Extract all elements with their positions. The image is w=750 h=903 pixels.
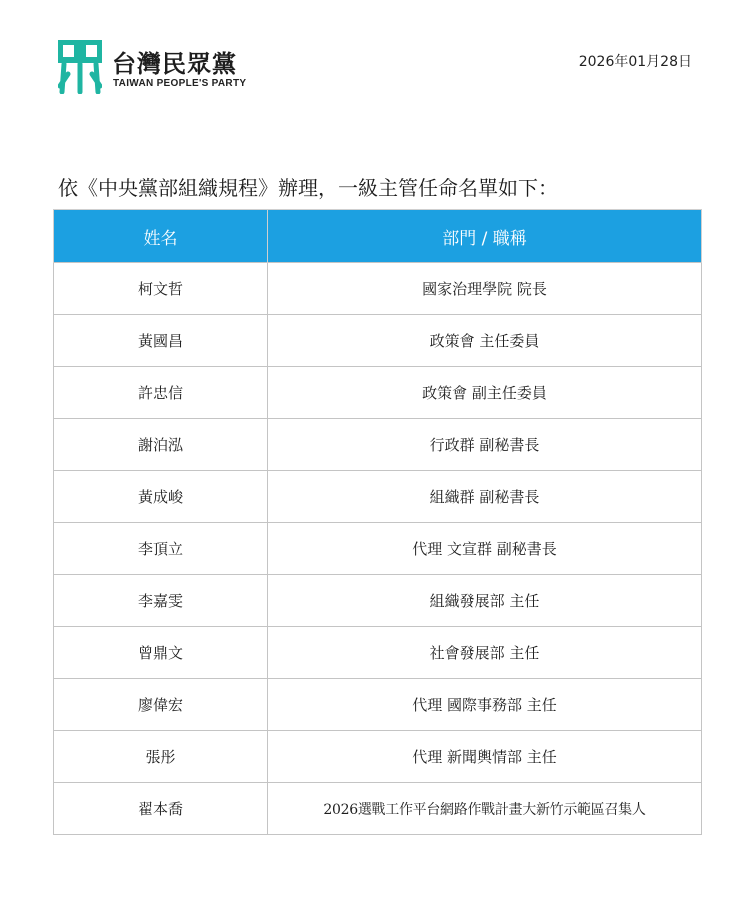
table-row [54, 315, 702, 367]
appointment-table [53, 209, 702, 835]
tpp-logo-icon [58, 40, 102, 94]
table-row [54, 471, 702, 523]
table-row [54, 679, 702, 731]
table-row [54, 263, 702, 315]
role-cell: 組織發展部 主任 [268, 575, 702, 627]
table-header-row [54, 210, 702, 263]
table-row [54, 575, 702, 627]
intro-statement: 依《中央黨部組織規程》辦理，一級主管任命名單如下： [58, 176, 558, 200]
table-row [54, 523, 702, 575]
role-cell: 代理 文宣群 副秘書長 [268, 523, 702, 575]
party-logo [58, 40, 248, 100]
table-row [54, 731, 702, 783]
logo-english-text: TAIWAN PEOPLE'S PARTY [113, 78, 247, 89]
role-cell: 政策會 副主任委員 [268, 367, 702, 419]
logo-chinese-text: 台灣民眾黨 [112, 50, 237, 78]
role-cell: 代理 國際事務部 主任 [268, 679, 702, 731]
name-cell: 許忠信 [54, 367, 268, 419]
name-cell: 曾鼎文 [54, 627, 268, 679]
role-cell: 代理 新聞輿情部 主任 [268, 731, 702, 783]
role-cell: 社會發展部 主任 [268, 627, 702, 679]
name-cell: 廖偉宏 [54, 679, 268, 731]
column-header-name: 姓名 [54, 210, 268, 263]
document-date: 2026年01月28日 [578, 54, 692, 70]
table-row [54, 627, 702, 679]
table-row [54, 419, 702, 471]
name-cell: 翟本喬 [54, 783, 268, 835]
name-cell: 李頂立 [54, 523, 268, 575]
name-cell: 李嘉雯 [54, 575, 268, 627]
role-cell: 2026選戰工作平台網路作戰計畫大新竹示範區召集人 [268, 783, 702, 835]
name-cell: 張彤 [54, 731, 268, 783]
name-cell: 謝泊泓 [54, 419, 268, 471]
column-header-role: 部門 / 職稱 [268, 210, 702, 263]
table-row [54, 367, 702, 419]
role-cell: 國家治理學院 院長 [268, 263, 702, 315]
role-cell: 行政群 副秘書長 [268, 419, 702, 471]
role-cell: 組織群 副秘書長 [268, 471, 702, 523]
role-cell: 政策會 主任委員 [268, 315, 702, 367]
name-cell: 黃成峻 [54, 471, 268, 523]
name-cell: 黃國昌 [54, 315, 268, 367]
name-cell: 柯文哲 [54, 263, 268, 315]
table-row [54, 783, 702, 835]
